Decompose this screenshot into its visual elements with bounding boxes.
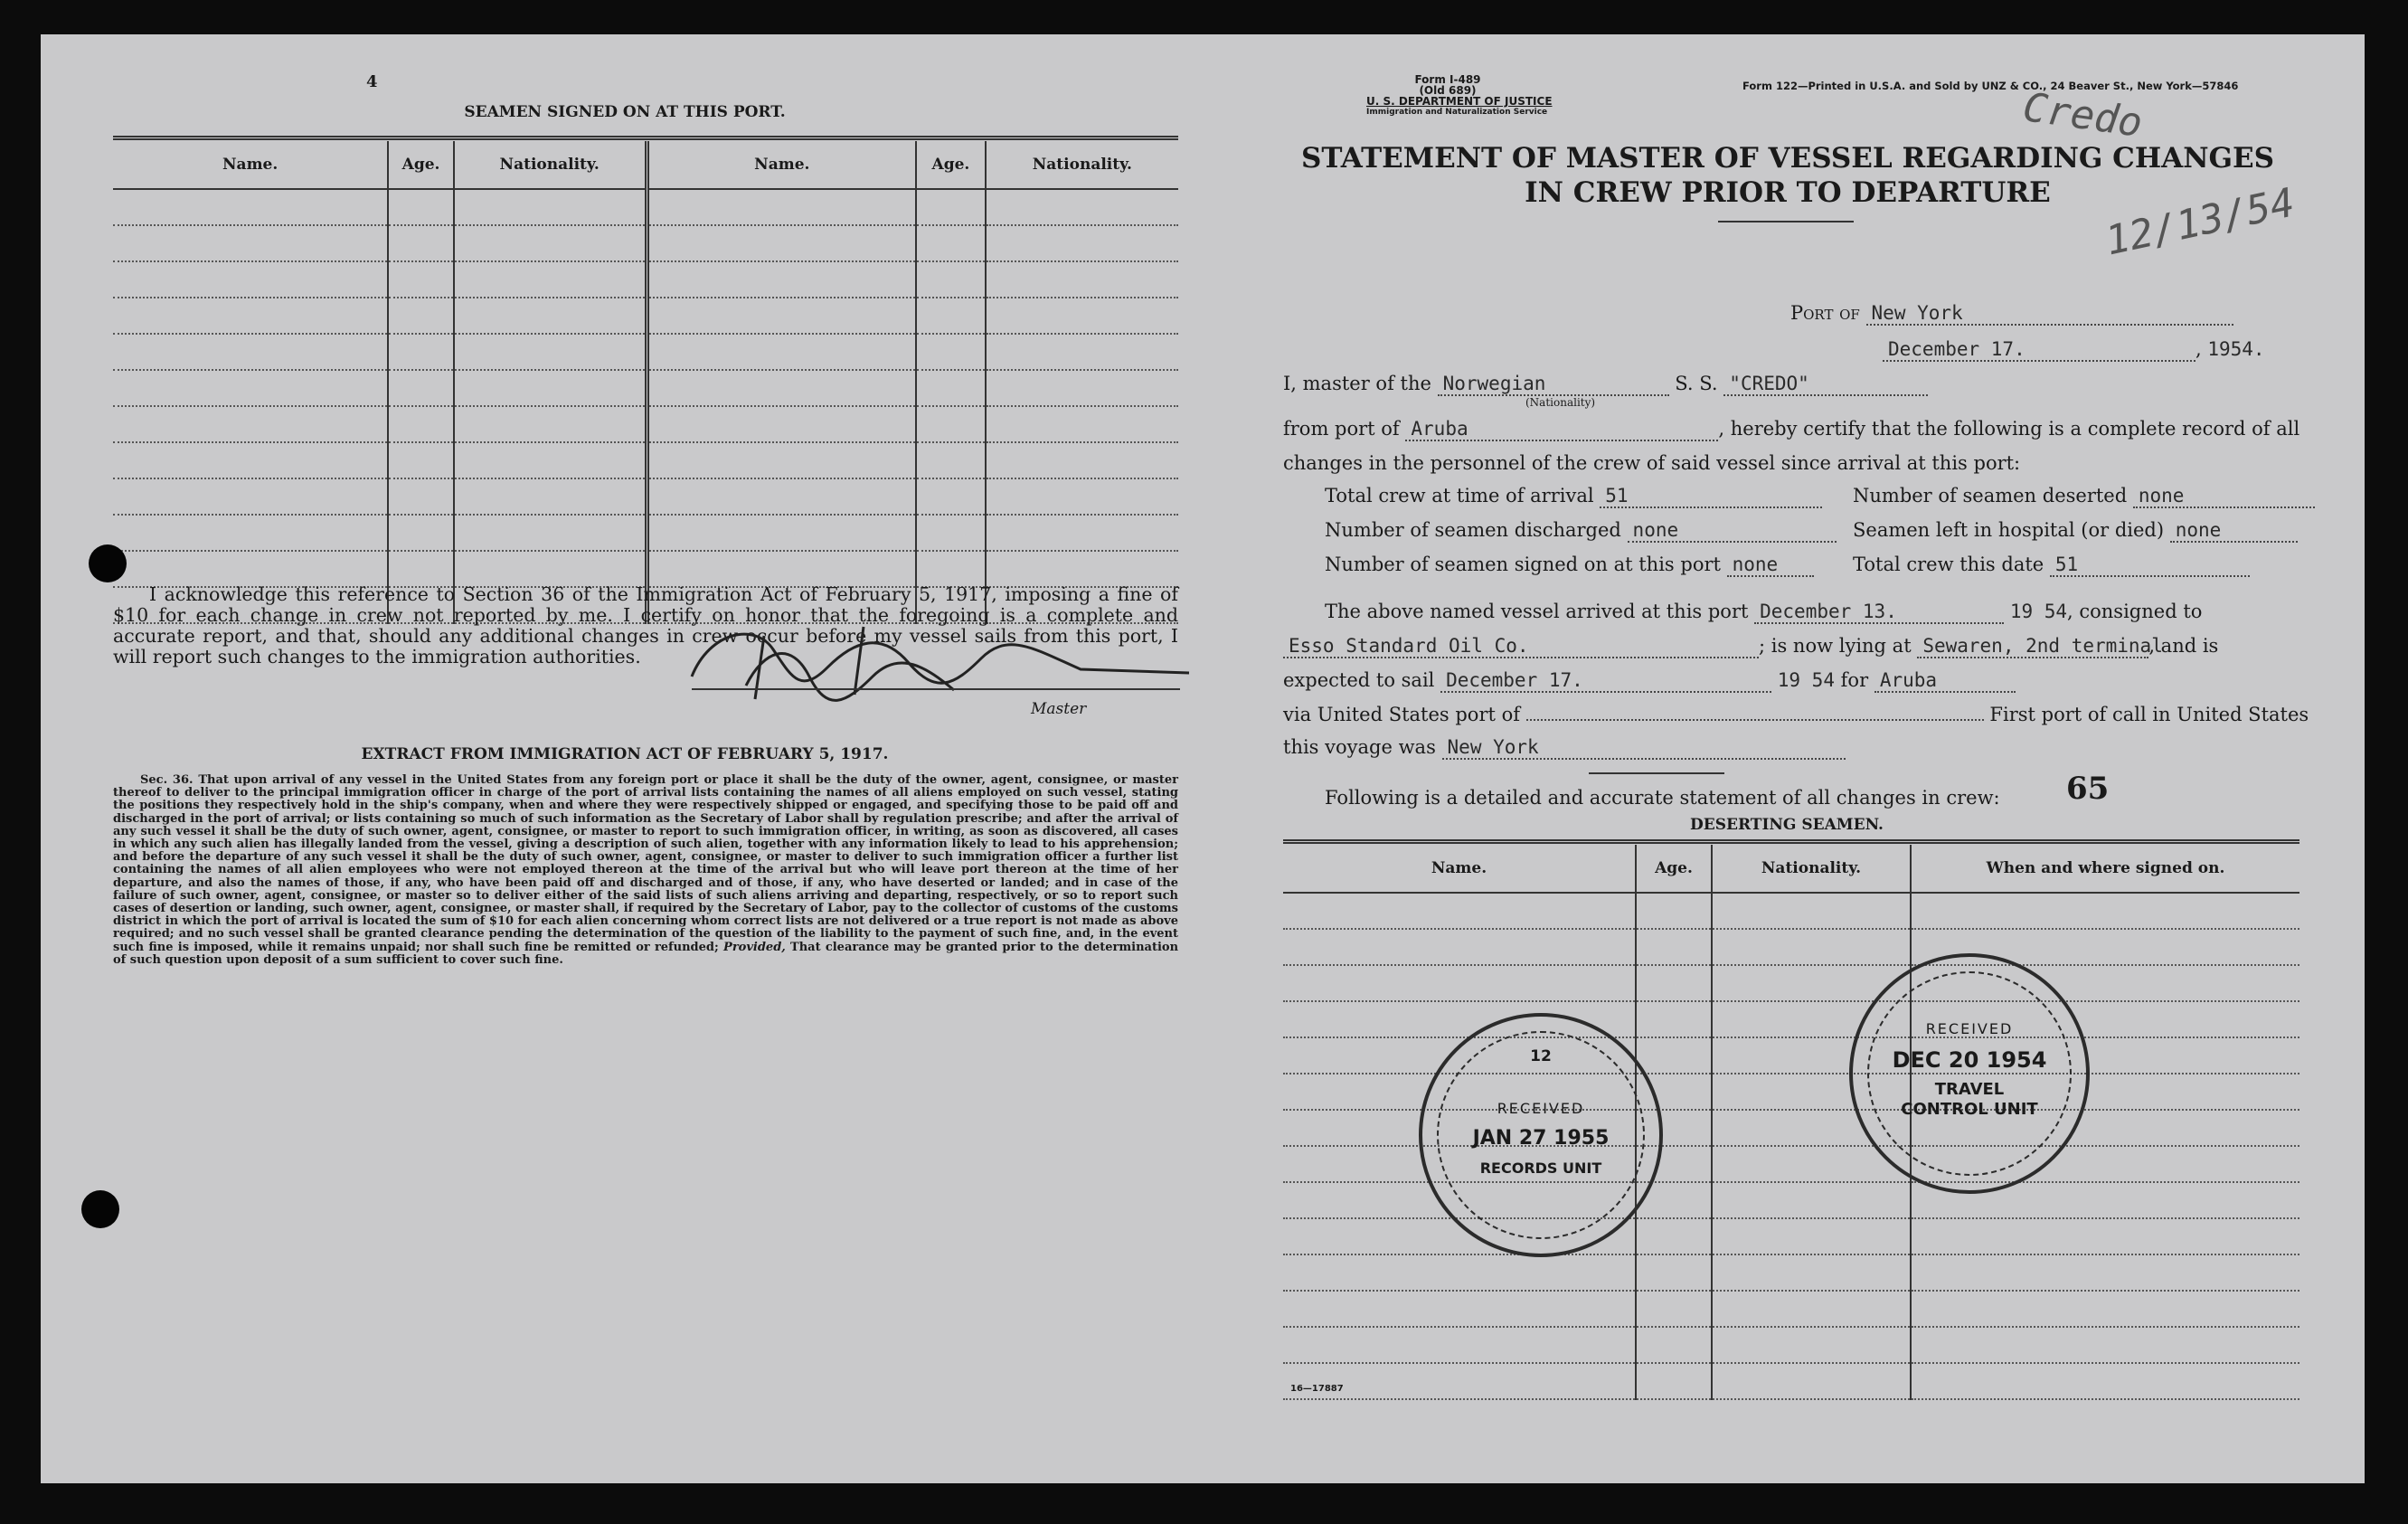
extract-tail: That clearance may be granted prior to the determination of such question upon deposit of a sum sufficient to cover such fine. [113,940,1179,967]
table-cell [388,442,453,478]
table-cell [1636,1218,1712,1254]
table-row [113,225,1178,261]
table-cell [986,478,1178,515]
via-label: via United States port of [1283,704,1521,725]
table-row [113,515,1178,551]
stat-discharged [1325,519,1837,543]
section-title: SEAMEN SIGNED ON AT THIS PORT. [464,103,786,121]
table-cell [1636,1254,1712,1291]
table-cell [388,334,453,370]
table-cell [454,551,647,587]
table-cell [986,442,1178,478]
table-row [113,551,1178,587]
table-cell [1636,965,1712,1001]
table-row [113,261,1178,298]
first-port-label: First port of call in United States [1989,704,2309,725]
arrived-value: December 13. [1754,601,2004,624]
table-row [113,442,1178,478]
table-cell [454,189,647,225]
table-cell [647,298,916,334]
table-cell [986,551,1178,587]
table-cell [916,406,986,442]
table-row [1283,1218,2299,1254]
col-nationality: Nationality. [454,141,647,189]
arrived-year: 19 54 [2009,601,2068,622]
table-cell [113,551,388,587]
extract-proviso: Provided, [723,940,786,954]
form-title-line-2: IN CREW PRIOR TO DEPARTURE [1525,176,2051,209]
col-age-2: Age. [916,141,986,189]
master-line [1283,373,1928,396]
table-row [1283,1001,2299,1037]
table-cell [1712,1291,1911,1327]
col-nationality-2: Nationality. [986,141,1178,189]
table-cell [647,406,916,442]
table-cell [647,515,916,551]
extract-title: EXTRACT FROM IMMIGRATION ACT OF FEBRUARY 5, 1917. [361,745,889,763]
table-cell [1712,1182,1911,1218]
master-of-label: I, master of the [1283,373,1431,394]
form-title-line-1: STATEMENT OF MASTER OF VESSEL REGARDING CHANGES [1300,142,2275,175]
nationality-caption: (Nationality) [1525,396,1596,409]
col-age: Age. [388,141,453,189]
date-value: December 17. [1883,338,2196,362]
travel-control-stamp [1849,953,2090,1194]
table-row [113,478,1178,515]
table-row [1283,893,2299,929]
table-cell [1712,1254,1911,1291]
table-cell [454,515,647,551]
voyage-label: this voyage was [1283,736,1436,758]
divider [1283,839,2299,844]
expected-label: expected to sail [1283,669,1435,691]
table-cell [1911,1218,2299,1254]
table-row [113,406,1178,442]
following-line: Following is a detailed and accurate statement of all changes in crew: [1325,787,2000,809]
table-cell [916,298,986,334]
divider [113,136,1178,140]
table-row [113,298,1178,334]
col-when-where: When and where signed on. [1911,845,2299,893]
extract-text: That upon arrival of any vessel in the United States from any foreign port or place it shall be the duty of the owner, agent, consignee, or master thereof to deliver to the principal immigration officer in charge of the port of arrival lists containing the names of all aliens employed on such vessel, stating the positions they respectively hold in the ship's company, when and where they were respectively shipped or engaged, and specifying those to be paid off and discharged in the port of arrival; or lists containing so much of such information as the Secretary of Labor shall by regulation prescribe; and after the arrival of any such vessel it shall be the duty of such owner, agent, consignee, or master to report to such immigration officer, in writing, as soon as discovered, all cases in which any such alien has illegally landed from the vessel, giving a description of such alien, together with any information likely to lead to his apprehension; and before the departure of any such vessel it shall be the duty of such owner, agent, consignee, or master to deliver to such immigration officer a further list containing the names of all alien employees who were not employed thereon at the time of the arrival but who will leave port thereon at the time of her departure, and also the names of those, if any, who have been paid off and discharged and of those, if any, who have deserted or landed; and in case of the failure of such owner, agent, consignee, or master so to deliver either of the said lists of such aliens arriving and departing, respectively, or so to report such cases of desertion or landing, such owner, agent, consignee, or master shall, if required by the Secretary of Labor, pay to the collector of customs of the customs district in which the port of arrival is located the sum of $10 for each alien concerning whom correct lists are not delivered or a true report is not made as above required; and no such vessel shall be granted clearance pending the determination of the question of the liability to the payment of such fine, and, in the event such fine is imposed, while it remains unpaid; nor shall such fine be remitted or refunded; [113,773,1178,954]
table-cell [454,298,647,334]
punch-hole [81,1190,119,1228]
table-cell [647,551,916,587]
table-cell [986,298,1178,334]
expected-year: 19 54 [1777,669,1835,691]
stat-value: none [1727,554,1814,577]
stat-value: none [2170,519,2298,543]
stat-hospital [1853,519,2298,543]
master-signature [656,613,1198,713]
records-unit-stamp [1419,1013,1663,1257]
extract-body [113,774,1178,967]
lying-value: Sewaren, 2nd terminal [1917,635,2148,658]
table-cell [454,370,647,406]
table-cell [647,478,916,515]
table-cell [916,370,986,406]
table-cell [986,515,1178,551]
table-cell [454,225,647,261]
col-name: Name. [1283,845,1636,893]
table-cell [388,225,453,261]
via-line [1283,704,2309,725]
voyage-line [1283,736,1846,760]
for-label: for [1840,669,1869,691]
table-row [1283,965,2299,1001]
stamp-text: 12 [1530,1047,1552,1065]
stamp-unit: TRAVEL CONTROL UNIT [1901,1080,2038,1119]
arrived-line [1325,601,2202,624]
stat-label: Number of seamen discharged [1325,519,1621,541]
table-cell [1911,1254,2299,1291]
table-cell [916,442,986,478]
table-cell [113,261,388,298]
stamp-date: JAN 27 1955 [1472,1127,1610,1150]
form-number-block [1366,73,1553,118]
table-cell [113,189,388,225]
table-cell [1712,929,1911,965]
stat-value: 51 [1600,485,1822,508]
stamp-received: RECEIVED [1925,1020,2014,1037]
year-value: 1954. [2207,338,2265,360]
left-page [41,34,1209,1483]
department: U. S. DEPARTMENT OF JUSTICE [1366,95,1553,108]
col-nationality: Nationality. [1712,845,1911,893]
stat-label: Total crew at time of arrival [1325,485,1594,506]
stat-label: Number of seamen signed on at this port [1325,554,1721,575]
table-cell [388,406,453,442]
port-label: Port of [1790,302,1860,324]
stamp-date: DEC 20 1954 [1892,1047,2047,1073]
stat-value: none [2133,485,2315,508]
right-page [1209,34,2365,1483]
table-cell [1712,1218,1911,1254]
stat-value: 51 [2050,554,2250,577]
page-number: 4 [366,72,378,91]
table-cell [1636,1291,1712,1327]
arrived-label: The above named vessel arrived at this port [1325,601,1749,622]
port-line [1790,302,2233,326]
form-number: Form I-489 [1414,73,1481,86]
stat-signed-on [1325,554,1814,577]
consignee-line [1283,635,2218,658]
table-cell [1283,1291,1636,1327]
voyage-value: New York [1442,736,1846,760]
table-cell [454,442,647,478]
form-title [1299,141,2276,210]
table-cell [388,298,453,334]
table-cell [113,442,388,478]
table-cell [1283,965,1636,1001]
stat-total-arrival [1325,485,1822,508]
table-cell [1283,1363,1636,1399]
table-cell [1283,1327,1636,1363]
table-cell [113,298,388,334]
stat-label: Seamen left in hospital (or died) [1853,519,2165,541]
seamen-signed-table [113,141,1178,624]
footer-code: 16—17887 [1290,1384,1344,1394]
table-cell [647,225,916,261]
and-is-label: , and is [2148,635,2219,657]
table-row [113,334,1178,370]
extract-section: Sec. 36. [140,773,194,787]
table-cell [1712,1363,1911,1399]
handwritten-date: 12/13/54 [2101,179,2299,265]
stat-total-date [1853,554,2250,577]
table-row [1283,929,2299,965]
table-cell [647,334,916,370]
col-age: Age. [1636,845,1712,893]
table-cell [1636,1363,1712,1399]
table-row [1283,1291,2299,1327]
table-cell [1712,1327,1911,1363]
table-cell [986,261,1178,298]
col-name-2: Name. [647,141,916,189]
table-row [1283,1363,2299,1399]
table-cell [454,334,647,370]
table-cell [986,334,1178,370]
table-cell [916,551,986,587]
table-cell [1283,893,1636,929]
deserting-title: DESERTING SEAMEN. [1690,816,1884,834]
port-value: New York [1866,302,2233,326]
consignee-value: Esso Standard Oil Co. [1283,635,1759,658]
table-cell [1911,1327,2299,1363]
stat-label: Number of seamen deserted [1853,485,2128,506]
stat-deserted [1853,485,2315,508]
table-cell [454,406,647,442]
lying-label: ; is now lying at [1759,635,1912,657]
table-cell [113,515,388,551]
punch-hole [89,544,127,582]
stamp-unit: RECORDS UNIT [1479,1160,1602,1177]
table-cell [1636,1001,1712,1037]
table-cell [388,551,453,587]
ship-value: "CREDO" [1723,373,1928,396]
expected-line [1283,669,2016,693]
table-cell [1911,893,2299,929]
table-cell [1636,1327,1712,1363]
acknowledgement-text: I acknowledge this reference to Section 36 of the Immigration Act of February 5, 1917, imposing a fine of $10 for each change in crew not reported by me. I certify on honor that the foregoing is a complete and accurate report, and that, should any additional changes in crew occur before my vessel sails from this port, I will report such changes to the immigration authorities. [113,583,1178,667]
table-cell [388,478,453,515]
table-cell [1283,929,1636,965]
table-cell [113,370,388,406]
table-cell [113,406,388,442]
table-cell [113,478,388,515]
table-cell [1636,893,1712,929]
certify-line-2: changes in the personnel of the crew of said vessel since arrival at this port: [1283,452,2021,474]
table-cell [916,225,986,261]
table-row [1283,1327,2299,1363]
table-row [113,370,1178,406]
table-cell [1911,1291,2299,1327]
consigned-label: , consigned to [2067,601,2203,622]
from-port-value: Aruba [1405,418,1718,441]
col-name: Name. [113,141,388,189]
table-cell [454,478,647,515]
table-cell [1636,929,1712,965]
table-cell [388,189,453,225]
certify-text: , hereby certify that the following is a complete record of all [1718,418,2300,440]
table-cell [1712,893,1911,929]
table-cell [647,442,916,478]
table-cell [388,370,453,406]
nationality-value: Norwegian [1438,373,1669,396]
table-cell [916,189,986,225]
table-cell [647,189,916,225]
handwritten-ship-name: Credo [2020,84,2146,147]
date-line: December 17. , 1954. [1883,338,2265,362]
table-cell [113,334,388,370]
sheet-number: 65 [2066,771,2110,807]
stat-label: Total crew this date [1853,554,2044,575]
table-row [113,189,1178,225]
table-cell [986,406,1178,442]
master-label: Master [1031,700,1087,718]
stat-value: none [1628,519,1837,543]
stamp-received: RECEIVED [1497,1100,1585,1117]
for-value: Aruba [1874,669,2016,693]
table-cell [454,261,647,298]
table-cell [986,189,1178,225]
printer-note: Form 122—Printed in U.S.A. and Sold by UNZ & CO., 24 Beaver St., New York—57846 [1742,80,2239,92]
expected-value: December 17. [1440,669,1771,693]
rule [1589,772,1724,774]
table-cell [986,370,1178,406]
table-cell [986,225,1178,261]
from-port-label: from port of [1283,418,1400,440]
table-cell [388,515,453,551]
table-cell [388,261,453,298]
ss-label: S. S. [1675,373,1718,394]
table-cell [647,370,916,406]
table-cell [916,334,986,370]
table-cell [113,225,388,261]
table-cell [1283,1254,1636,1291]
title-rule [1718,221,1854,222]
from-port-line [1283,418,2299,441]
table-cell [916,261,986,298]
table-cell [916,515,986,551]
service: Immigration and Naturalization Service [1366,108,1548,117]
table-cell [647,261,916,298]
table-cell [916,478,986,515]
table-row [1283,1254,2299,1291]
form-old-number: (Old 689) [1419,84,1477,97]
table-cell [1911,1363,2299,1399]
